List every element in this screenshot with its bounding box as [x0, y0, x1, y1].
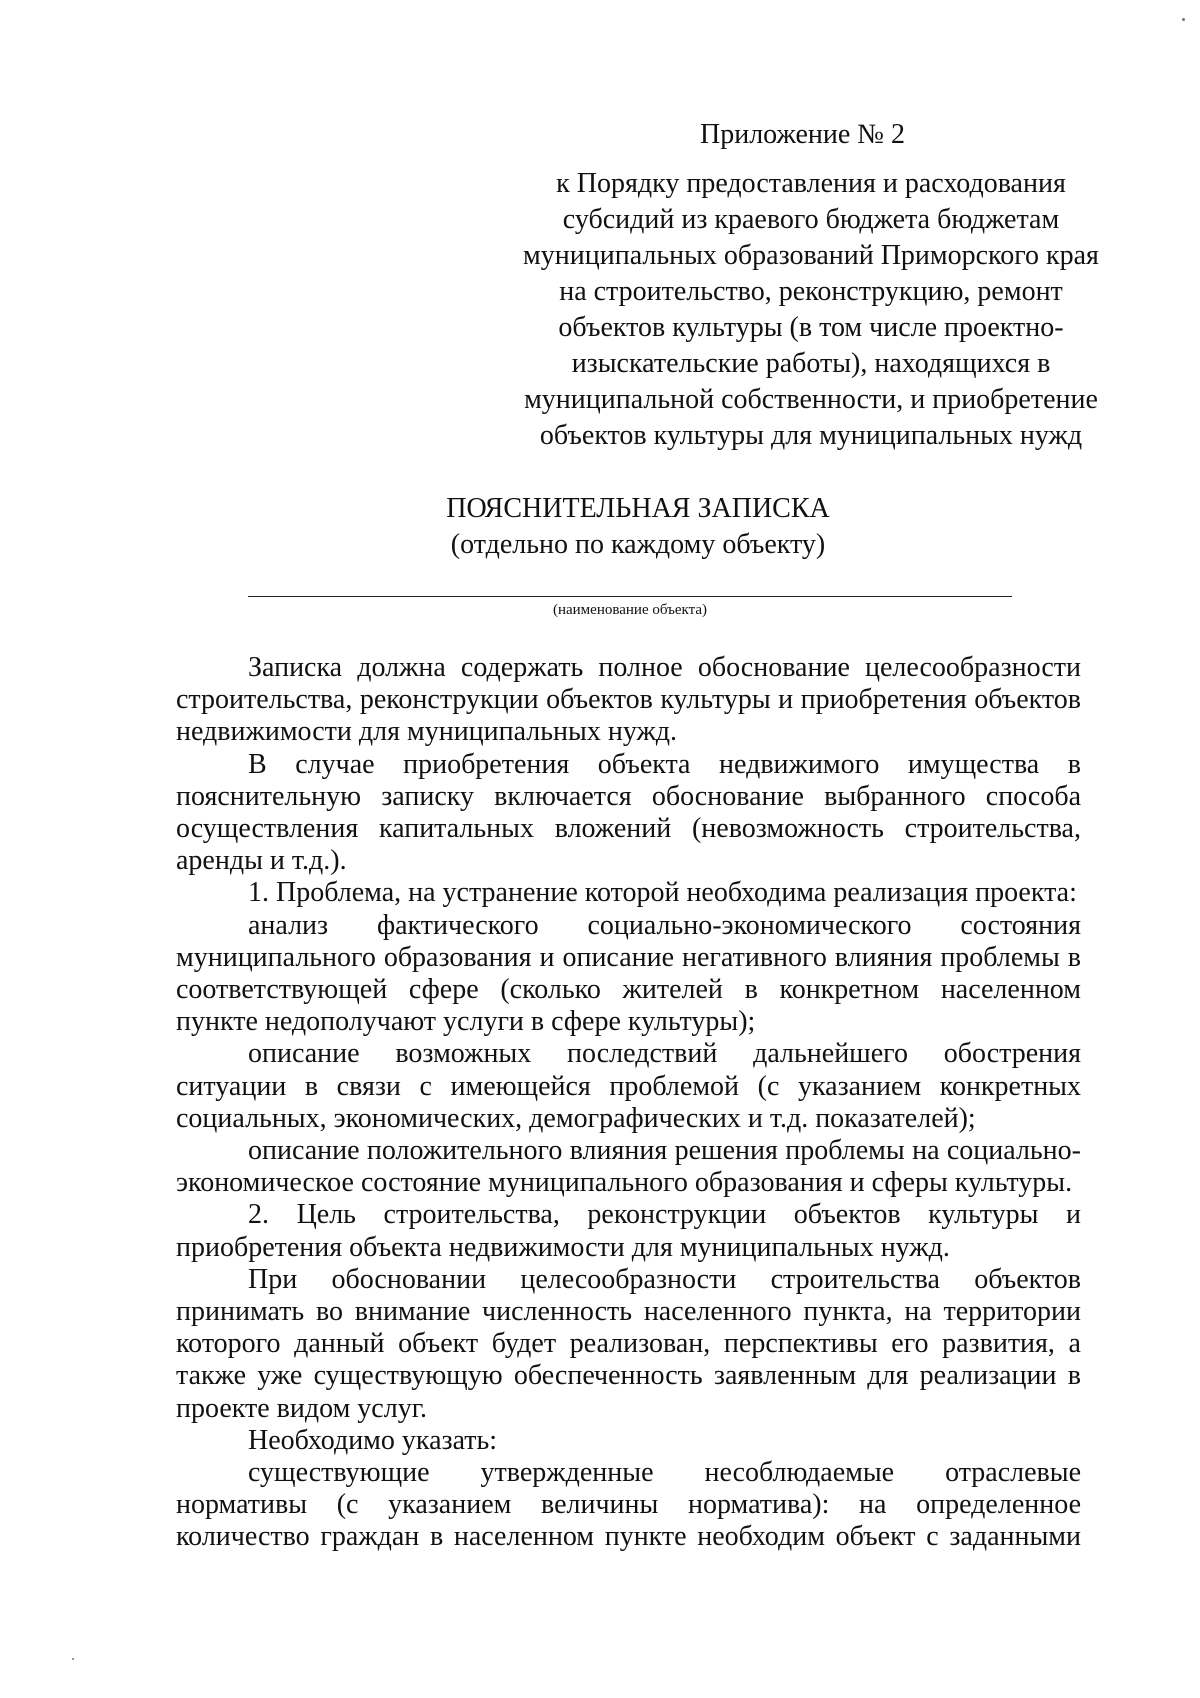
scan-artifact — [72, 1658, 74, 1660]
document-subtitle: (отдельно по каждому объекту) — [450, 529, 826, 560]
appendix-subtitle-line: объектов культуры (в том числе проектно- — [558, 312, 1064, 343]
paragraph: описание положительного влияния решения проблемы на социально-экономическое состояние муниципального образования и сферы культуры. — [176, 1135, 1081, 1199]
object-name-caption: (наименование объекта) — [552, 602, 708, 618]
paragraph: 1. Проблема, на устранение которой необходима реализация проекта: — [248, 877, 1077, 909]
document-title: ПОЯСНИТЕЛЬНАЯ ЗАПИСКА — [446, 493, 830, 524]
paragraph: Записка должна содержать полное обоснование целесообразности строительства, реконструкции объектов культуры и приобретения объектов недвижимости для муниципальных нужд. — [176, 652, 1081, 748]
paragraph: анализ фактического социально-экономического состояния муниципального образования и описание негативного влияния проблемы в соответствующей сфере (сколько жителей в конкретном населенном пункте недополучают услуги в сфере культуры); — [176, 909, 1081, 1038]
paragraph: Необходимо указать: — [248, 1424, 498, 1456]
appendix-subtitle-line: муниципальных образований Приморского края — [523, 240, 1099, 271]
appendix-subtitle — [512, 166, 1110, 454]
appendix-subtitle-line: к Порядку предоставления и расходования — [556, 168, 1066, 199]
paragraph: При обосновании целесообразности строительства объектов принимать во внимание численность населенного пункта, на территории которого данный объект будет реализован, перспективы его развития, а также уже существующую обеспеченность заявленным для реализации в проекте видом услуг. — [176, 1263, 1081, 1424]
paragraph: 2. Цель строительства, реконструкции объектов культуры и приобретения объекта недвижимости для муниципальных нужд. — [176, 1199, 1081, 1263]
appendix-subtitle-line: субсидий из краевого бюджета бюджетам — [562, 204, 1060, 235]
document-title-block — [300, 491, 976, 563]
appendix-subtitle-line: на строительство, реконструкцию, ремонт — [559, 276, 1063, 307]
paragraph: существующие утвержденные несоблюдаемые отраслевые нормативы (с указанием величины норматива): на определенное количество граждан в населенном пункте необходим объект с заданными — [176, 1457, 1081, 1553]
object-name-line — [248, 596, 1012, 597]
appendix-subtitle-line: муниципальной собственности, и приобретение — [524, 384, 1098, 415]
body-text — [176, 652, 1081, 1554]
appendix-subtitle-line: изыскательские работы), находящихся в — [571, 348, 1051, 379]
paragraph: В случае приобретения объекта недвижимого имущества в пояснительную записку включается обоснование выбранного способа осуществления капитальных вложений (невозможность строительства, аренды и т.д.). — [176, 748, 1081, 877]
scan-artifact — [1182, 18, 1185, 21]
appendix-subtitle-line: объектов культуры для муниципальных нужд — [539, 420, 1083, 451]
paragraph: описание возможных последствий дальнейшего обострения ситуации в связи с имеющейся проблемой (с указанием конкретных социальных, экономических, демографических и т.д. показателей); — [176, 1038, 1081, 1134]
appendix-title: Приложение № 2 — [700, 119, 905, 150]
